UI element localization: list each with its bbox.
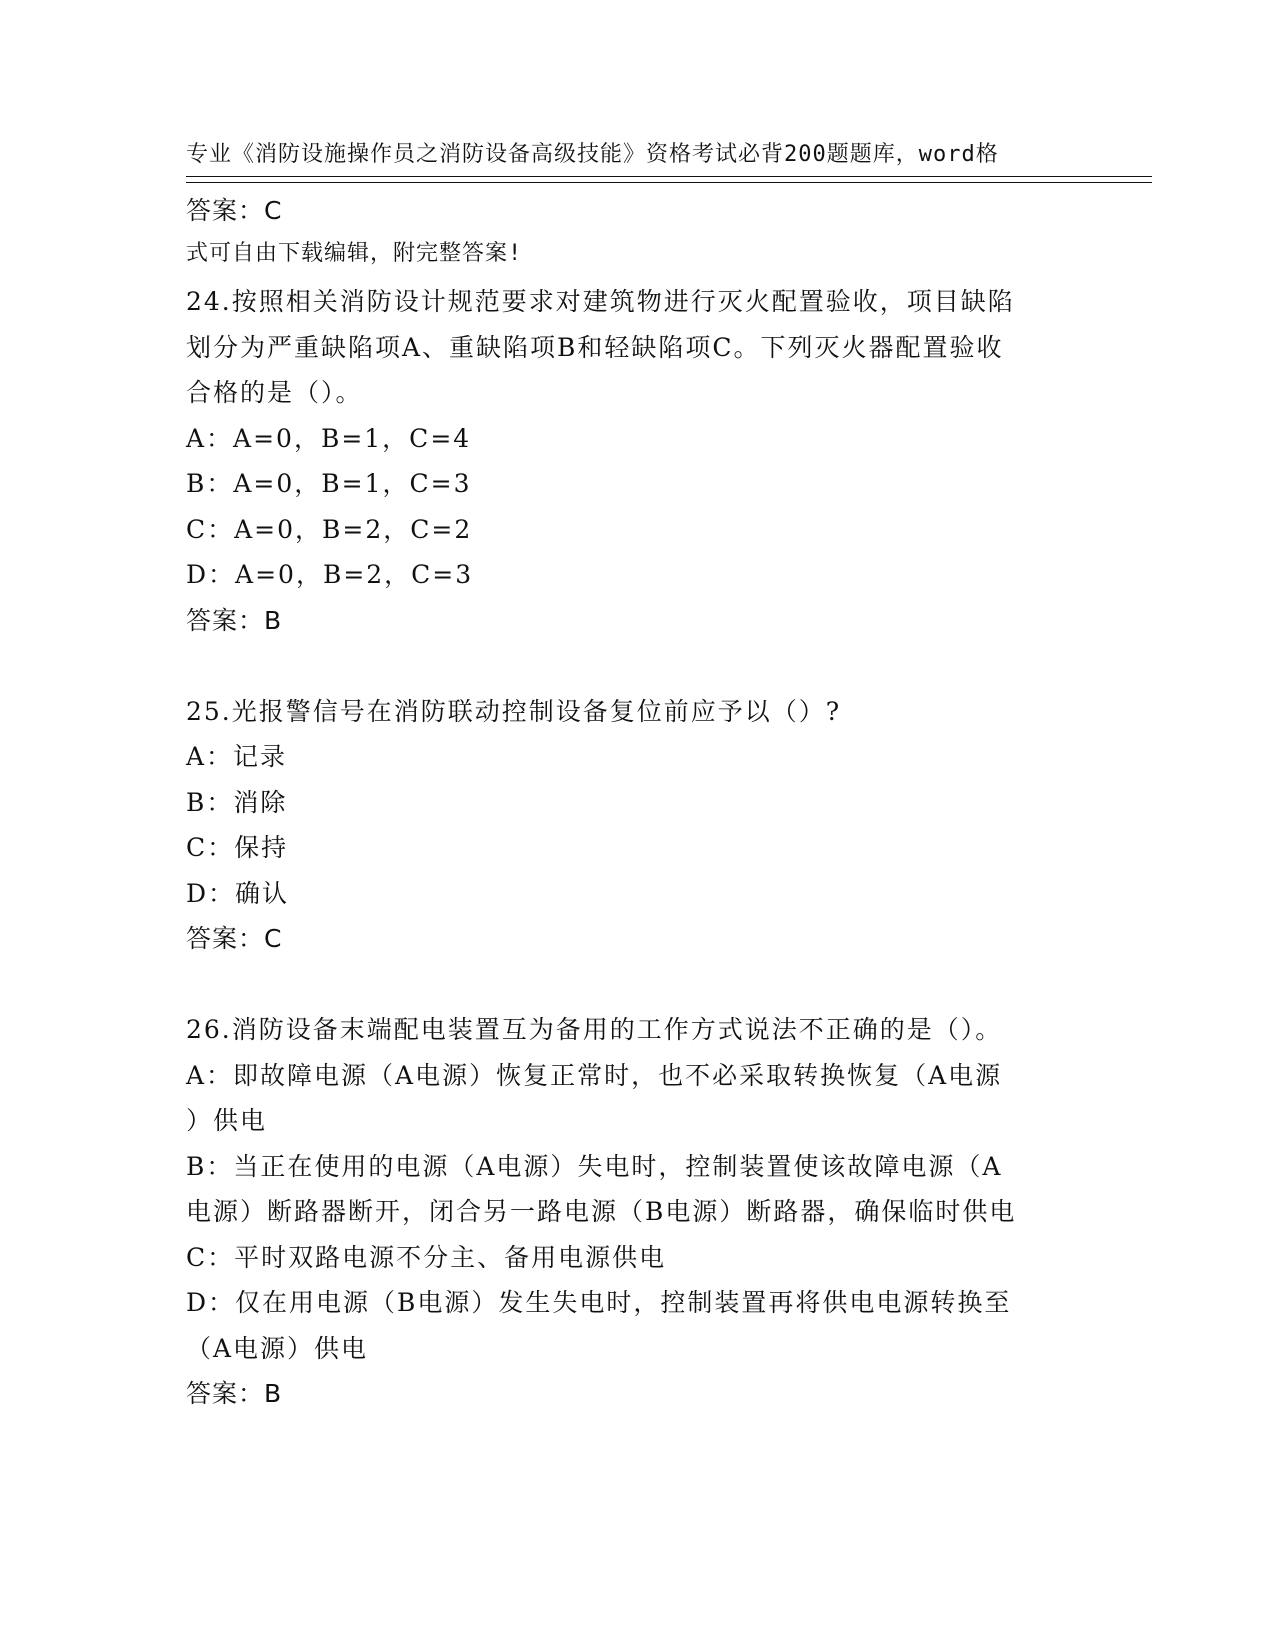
- option-a-continued: ）供电: [186, 1106, 268, 1135]
- previous-answer: 答案：C: [186, 196, 283, 225]
- option-c: C：A=0，B=2，C=2: [186, 514, 473, 544]
- spacer: [186, 643, 1086, 689]
- option-d: D：A=0，B=2，C=3: [186, 560, 474, 589]
- question-text-line: 24.按照相关消防设计规范要求对建筑物进行灭火配置验收，项目缺陷: [186, 287, 1015, 316]
- spacer: [186, 234, 1086, 280]
- question-text-line: 划分为严重缺陷项A、重缺陷项B和轻缺陷项C。下列灭火器配置验收: [186, 332, 1004, 362]
- header-line-1: 专业《消防设施操作员之消防设备高级技能》资格考试必背200题题库，word格: [186, 142, 999, 167]
- option-a: A：即故障电源（A电源）恢复正常时，也不必采取转换恢复（A电源: [186, 1060, 1003, 1090]
- question-text-line: 25.光报警信号在消防联动控制设备复位前应予以（）?: [186, 696, 842, 726]
- header-line-2: 式可自由下载编辑，附完整答案!: [186, 241, 523, 266]
- question-24: [186, 279, 1086, 643]
- option-d: D：确认: [186, 878, 290, 908]
- option-c: C：保持: [186, 833, 289, 862]
- option-a: A：记录: [186, 742, 288, 771]
- option-d: D：仅在用电源（B电源）发生失电时，控制装置再将供电电源转换至: [186, 1288, 1012, 1317]
- option-a: A：A=0，B=1，C=4: [186, 423, 472, 453]
- option-b: B：A=0，B=1，C=3: [186, 469, 472, 498]
- spacer: [186, 962, 1086, 1008]
- header-divider-bottom: [186, 182, 1152, 183]
- question-26: [186, 1007, 1086, 1417]
- answer: 答案：B: [186, 1379, 283, 1408]
- option-b: B：当正在使用的电源（A电源）失电时，控制装置使该故障电源（A: [186, 1151, 1003, 1181]
- option-d-continued: （A电源）供电: [186, 1333, 369, 1363]
- option-c: C：平时双路电源不分主、备用电源供电: [186, 1242, 667, 1272]
- option-b-continued: 电源）断路器断开，闭合另一路电源（B电源）断路器，确保临时供电: [186, 1197, 1017, 1226]
- question-25: [186, 689, 1086, 962]
- question-text-line: 26.消防设备末端配电装置互为备用的工作方式说法不正确的是（）。: [186, 1015, 1003, 1044]
- question-text-line: 合格的是（）。: [186, 378, 363, 407]
- answer: 答案：C: [186, 924, 283, 953]
- header-divider-top: [186, 176, 1152, 177]
- answer: 答案：B: [186, 605, 283, 635]
- question-content: [186, 188, 1086, 1417]
- option-b: B：消除: [186, 787, 288, 817]
